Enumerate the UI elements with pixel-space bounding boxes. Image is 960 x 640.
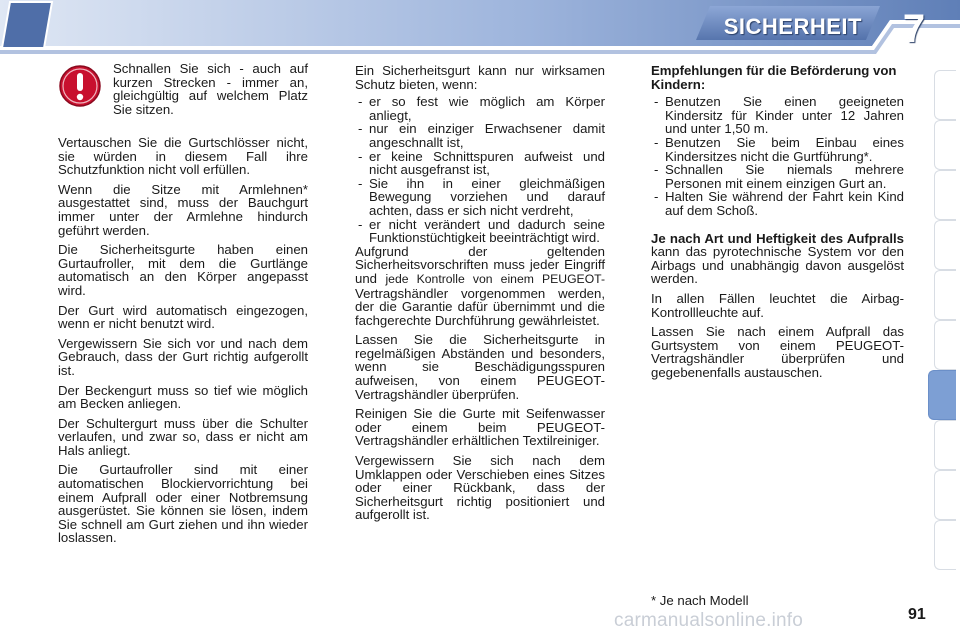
column-left xyxy=(58,136,308,551)
chapter-tab-rail xyxy=(926,62,960,582)
paragraph: Vergewissern Sie sich vor und nach dem Gebrauch, dass der Gurt richtig aufgerollt ist. xyxy=(58,335,308,378)
list-item: - er keine Schnittspuren aufweist und nicht ausgefranst ist, xyxy=(355,150,605,177)
chapter-tab[interactable] xyxy=(934,420,956,470)
page-header xyxy=(0,0,960,62)
watermark: carmanualsonline.info xyxy=(614,610,804,631)
exclamation-icon xyxy=(58,64,102,108)
list-item: - Sie ihn in einer gleichmäßigen Bewegung vorziehen und darauf achten, dass er sich nicht verdreht, xyxy=(355,177,605,218)
airbag-bold-text: Je nach Art und Heftigkeit des Aufpralls xyxy=(651,230,904,246)
paragraph: Lassen Sie nach einem Aufprall das Gurtsystem von einem PEUGEOT-Vertragshändler überprüfen und gegebenenfalls austauschen. xyxy=(651,324,904,380)
warning-text: Schnallen Sie sich - auch auf kurzen Strecken - immer an, gleichgültig auf welchem Platz Sie sitzen. xyxy=(113,61,308,117)
paragraph-airbag xyxy=(651,232,904,286)
paragraph: Vergewissern Sie sich nach dem Umklappen oder Verschieben eines Sitzes oder einer Rückbank, dass der Sicherheitsgurt richtig positioniert und aufgerollt ist. xyxy=(355,453,605,523)
chapter-tab[interactable] xyxy=(934,470,956,520)
chapter-tab-active[interactable] xyxy=(928,370,956,420)
paragraph: Der Schultergurt muss über die Schulter verlaufen, und zwar so, dass er nicht am Hals anliegt. xyxy=(58,415,308,458)
rules-text-b: Vertragshändler vorgenommen werden, der die Garantie dafür übernimmt und die fachgerechte Durchführung gewährleistet. xyxy=(355,285,605,328)
list-item: - Benutzen Sie einen geeigneten Kindersitz für Kinder unter 12 Jahren und unter 1,50 m. xyxy=(651,95,904,136)
paragraph: Reinigen Sie die Gurte mit Seifenwasser oder einem beim PEUGEOT-Vertragshändler erhältlichen Textilreiniger. xyxy=(355,406,605,449)
paragraph: Die Gurtaufroller sind mit einer automatischen Blockiervorrichtung bei einem Aufprall oder einer Notbremsung ausgerüstet. Sie können sie lösen, indem Sie schnell am Gurt ziehen und ihn wieder loslassen. xyxy=(58,462,308,546)
paragraph: Wenn die Sitze mit Armlehnen* ausgestattet sind, muss der Bauchgurt immer unter der Armlehne hindurch geführt werden. xyxy=(58,181,308,238)
column-right xyxy=(651,64,904,385)
list-item: - er nicht verändert und dadurch seine Funktionstüchtigkeit beeinträchtigt wird. xyxy=(355,218,605,245)
paragraph: In allen Fällen leuchtet die Airbag-Kontrollleuchte auf. xyxy=(651,290,904,320)
paragraph: Der Gurt wird automatisch eingezogen, wenn er nicht benutzt wird. xyxy=(58,302,308,332)
chapter-tab[interactable] xyxy=(934,70,956,120)
chapter-tab[interactable] xyxy=(934,320,956,370)
paragraph: Die Sicherheitsgurte haben einen Gurtaufroller, mit dem die Gurtlänge automatisch an den Körper angepasst wird. xyxy=(58,242,308,298)
chapter-tab[interactable] xyxy=(934,170,956,220)
paragraph: Lassen Sie die Sicherheitsgurte in regelmäßigen Abständen und besonders, wenn sie Beschädigungsspuren aufweisen, von einem PEUGEOT-Vertragshändler überprüfen. xyxy=(355,332,605,402)
chapter-tab[interactable] xyxy=(934,220,956,270)
paragraph: Vertauschen Sie die Gurtschlösser nicht, sie würden in diesem Fall ihre Schutzfunktion nicht voll erfüllen. xyxy=(58,135,308,178)
recommendations-list xyxy=(651,95,904,217)
chapter-badge-icon xyxy=(0,0,54,50)
airbag-text: kann das pyrotechnische System vor den Airbags und unabhängig davon ausgelöst werden. xyxy=(651,244,904,287)
conditions-list xyxy=(355,95,605,245)
conditions-intro: Ein Sicherheitsgurt kann nur wirksamen Schutz bieten, wenn: xyxy=(355,63,605,92)
footnote: * Je nach Modell xyxy=(651,593,749,608)
page-number: 91 xyxy=(908,606,926,623)
list-item: - nur ein einziger Erwachsener damit angeschnallt ist, xyxy=(355,122,605,149)
warning-block xyxy=(58,62,308,118)
paragraph: Der Beckengurt muss so tief wie möglich am Becken anliegen. xyxy=(58,382,308,412)
list-item: - Schnallen Sie niemals mehrere Personen mit einem einzigen Gurt an. xyxy=(651,163,904,190)
chapter-tab[interactable] xyxy=(934,120,956,170)
rules-text-a: Aufgrund der geltenden Sicherheitsvorschriften muss jeder Eingriff und xyxy=(355,243,605,286)
rules-text-small: jede Kontrolle von einem PEUGEOT- xyxy=(385,271,606,286)
chapter-tab[interactable] xyxy=(934,520,956,570)
chapter-tab[interactable] xyxy=(934,270,956,320)
list-item: - er so fest wie möglich am Körper anliegt, xyxy=(355,95,605,122)
column-middle xyxy=(355,64,605,528)
list-item: - Halten Sie während der Fahrt kein Kind auf dem Schoß. xyxy=(651,190,904,217)
list-item: - Benutzen Sie beim Einbau eines Kindersitzes nicht die Gurtführung*. xyxy=(651,136,904,163)
section-title: SICHERHEIT xyxy=(723,14,862,39)
chapter-number: 7 xyxy=(902,7,926,51)
children-heading: Empfehlungen für die Beförderung von Kindern: xyxy=(651,63,897,92)
paragraph-rules xyxy=(355,245,605,328)
